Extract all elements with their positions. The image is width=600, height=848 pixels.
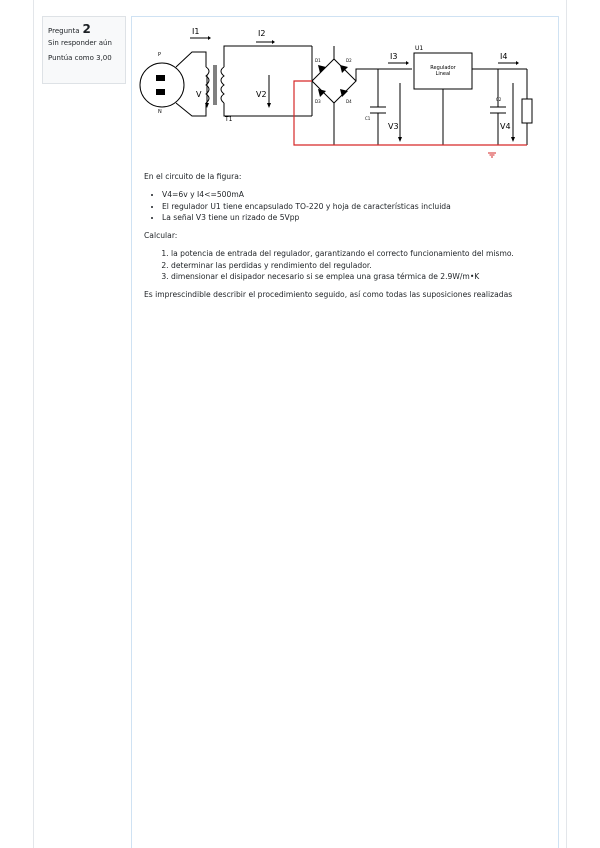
question-number [48, 21, 120, 37]
label-d3: D3 [315, 99, 321, 104]
label-n: N [158, 109, 162, 115]
condition-item: • El regulador U1 tiene encapsulado TO-220 y hoja de características incluida [162, 201, 552, 213]
load-resistor [522, 99, 532, 123]
label-d2: D2 [346, 58, 352, 63]
question-info-box [42, 16, 126, 84]
label-c1: C1 [365, 116, 371, 121]
task-item: 2. determinar las perdidas y rendimiento del regulador. [171, 260, 552, 272]
question-content [131, 16, 559, 848]
plug-outlet [140, 63, 184, 107]
label-c2: C2 [496, 97, 502, 102]
condition-item: • La señal V3 tiene un rizado de 5Vpp [162, 212, 552, 224]
question-grade: Puntúa como 3,00 [48, 53, 112, 62]
tasks-list [144, 248, 552, 283]
label-i2: I2 [258, 29, 266, 38]
question-text [144, 171, 552, 307]
label-u1: U1 [415, 45, 424, 52]
label-i1: I1 [192, 27, 200, 36]
question-intro: En el circuito de la figura: [144, 172, 242, 181]
task-item: 3. dimensionar el disipador necesario si se emplea una grasa térmica de 2.9W/m•K [171, 271, 552, 283]
page-left-divider [33, 0, 34, 848]
label-i3: I3 [390, 52, 398, 61]
question-note: Es imprescindible describir el procedimiento seguido, así como todas las suposiciones realizadas [144, 290, 513, 300]
question-number-value: 2 [82, 22, 91, 36]
regulator-label-2: Lineal [435, 71, 451, 77]
page-right-divider [566, 0, 567, 848]
calc-label: Calcular: [144, 231, 178, 241]
label-d4: D4 [346, 99, 352, 104]
label-v4: V4 [500, 122, 511, 131]
label-v: V [196, 90, 202, 99]
label-v3: V3 [388, 122, 399, 131]
label-d1: D1 [315, 58, 321, 63]
task-item: 1. la potencia de entrada del regulador, garantizando el correcto funcionamiento del mismo. [171, 248, 552, 260]
label-p: P [158, 52, 162, 58]
conditions-list [144, 189, 552, 224]
circuit-diagram [132, 17, 560, 163]
condition-item: • V4=6v y I4<=500mA [162, 189, 552, 201]
regulator-label-1: Regulador [430, 65, 456, 71]
label-v2: V2 [256, 90, 267, 99]
question-status: Sin responder aún [48, 39, 112, 48]
label-t1: T1 [225, 116, 233, 123]
question-label: Pregunta [48, 27, 80, 35]
label-i4: I4 [500, 52, 508, 61]
